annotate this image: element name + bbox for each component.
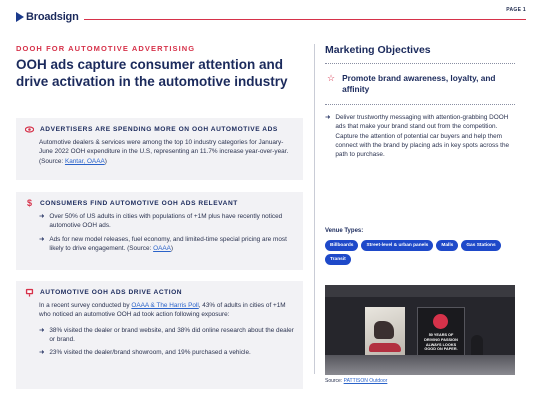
- list-item: [39, 212, 294, 231]
- card-text: Automotive dealers & services were among the top 10 industry categories for January-June 2022 OOH expenditure in the U.S, representing an 11.7% increase year-over-year. (Source:: [39, 139, 289, 165]
- card-text-end: , 43% of adults in cities of +1M who noticed an automotive OOH ad took action following exposure:: [39, 302, 286, 319]
- page-title: OOH ads capture consumer attention and drive activation in the automotive industry: [16, 57, 288, 89]
- venue-photo: [325, 285, 515, 375]
- card-intro: [39, 301, 294, 320]
- arrow-right-icon: ➜: [39, 349, 45, 357]
- star-icon: ☆: [327, 73, 336, 83]
- billboard-icon: [25, 288, 34, 297]
- card-action: [16, 281, 303, 389]
- card-body: [25, 301, 294, 357]
- photo-brand-badge: [433, 314, 448, 329]
- column-divider: [314, 44, 315, 374]
- photo-floor: [325, 355, 515, 375]
- source-link[interactable]: PATTISON Outdoor: [343, 378, 388, 384]
- arrow-right-icon: ➜: [39, 213, 45, 220]
- dotted-rule: [325, 63, 515, 64]
- venue-types-label: Venue Types:: [325, 228, 364, 234]
- objective-item: [325, 73, 515, 95]
- venue-chip[interactable]: Gas Stations: [461, 240, 500, 251]
- card-title: CONSUMERS FIND AUTOMOTIVE OOH ADS RELEVANT: [40, 200, 238, 207]
- card-spending: [16, 118, 303, 180]
- logo-text: Broadsign: [26, 11, 79, 23]
- dollar-icon: $: [26, 198, 32, 208]
- dotted-rule: [325, 104, 515, 105]
- source-link[interactable]: Kantar, OAAA: [64, 157, 105, 165]
- header-rule: [84, 19, 526, 20]
- venue-chips: [325, 240, 515, 265]
- objective-detail-text: Deliver trustworthy messaging with attention-grabbing DOOH ads that make your brand stand out from the competition. Capture the attention of potential car buyers and help them connect with the brand by placing ads in key spots across the path to purchase.: [335, 114, 510, 159]
- objective-text: Promote brand awareness, loyalty, and affinity: [342, 73, 496, 94]
- card-body: [25, 212, 294, 253]
- photo-screen-text: 50 YEARS OF DRIVING PASSION ALWAYS LOOKS GOOD ON PAPER.: [424, 333, 458, 352]
- intro-block: [16, 44, 304, 90]
- list-item: [39, 348, 294, 357]
- bullet-text: Over 50% of US adults in cities with populations of +1M plus have recently noticed automotive OOH ads.: [49, 213, 283, 230]
- bullet-text: 23% visited the dealer/brand showroom, and 19% purchased a vehicle.: [49, 349, 251, 357]
- photo-car: [369, 343, 401, 352]
- bullet-text-end: ): [170, 244, 173, 252]
- objectives-title: Marketing Objectives: [325, 44, 431, 56]
- photo-ceiling: [325, 285, 515, 297]
- card-title: ADVERTISERS ARE SPENDING MORE ON OOH AUTOMOTIVE ADS: [40, 126, 278, 133]
- bullet-text: [49, 235, 294, 254]
- kicker: DOOH FOR AUTOMOTIVE ADVERTISING: [16, 44, 196, 53]
- venue-chip[interactable]: Street-level & urban panels: [361, 240, 433, 251]
- venue-chip[interactable]: Billboards: [325, 240, 358, 251]
- list-item: [39, 235, 294, 254]
- bullet-text-main: Ads for new model releases, fuel economy, and limited-time special pricing are most likely to drive engagement. (Source:: [49, 235, 287, 252]
- card-title: AUTOMOTIVE OOH ADS DRIVE ACTION: [40, 289, 183, 296]
- bullet-text: 38% visited the dealer or brand website, and 38% did online research about the dealer or brand.: [49, 326, 294, 343]
- photo-horse: [374, 321, 394, 339]
- objective-detail: [325, 113, 515, 159]
- arrow-right-icon: ➜: [39, 326, 45, 334]
- card-text-end: ): [104, 157, 107, 165]
- card-text: In a recent survey conducted by: [39, 302, 132, 309]
- venue-chip[interactable]: Transit: [325, 254, 351, 265]
- broadsign-logo[interactable]: [16, 11, 79, 23]
- top-bar: [16, 7, 526, 26]
- source-link[interactable]: OAAA & The Harris Poll: [131, 302, 199, 309]
- card-body: [25, 138, 294, 166]
- arrow-right-icon: ➜: [39, 235, 45, 243]
- caption-prefix: Source:: [325, 378, 344, 384]
- eye-icon: [25, 125, 34, 134]
- objectives-panel: [325, 44, 515, 159]
- list-item: [39, 326, 294, 345]
- page-label: PAGE 1: [506, 7, 526, 13]
- venue-chip[interactable]: Malls: [436, 240, 458, 251]
- logo-triangle-icon: [16, 12, 24, 22]
- card-relevance: [16, 192, 303, 270]
- arrow-right-icon: ➜: [325, 114, 331, 121]
- photo-caption: [325, 378, 387, 384]
- source-link[interactable]: OAAA: [153, 244, 171, 252]
